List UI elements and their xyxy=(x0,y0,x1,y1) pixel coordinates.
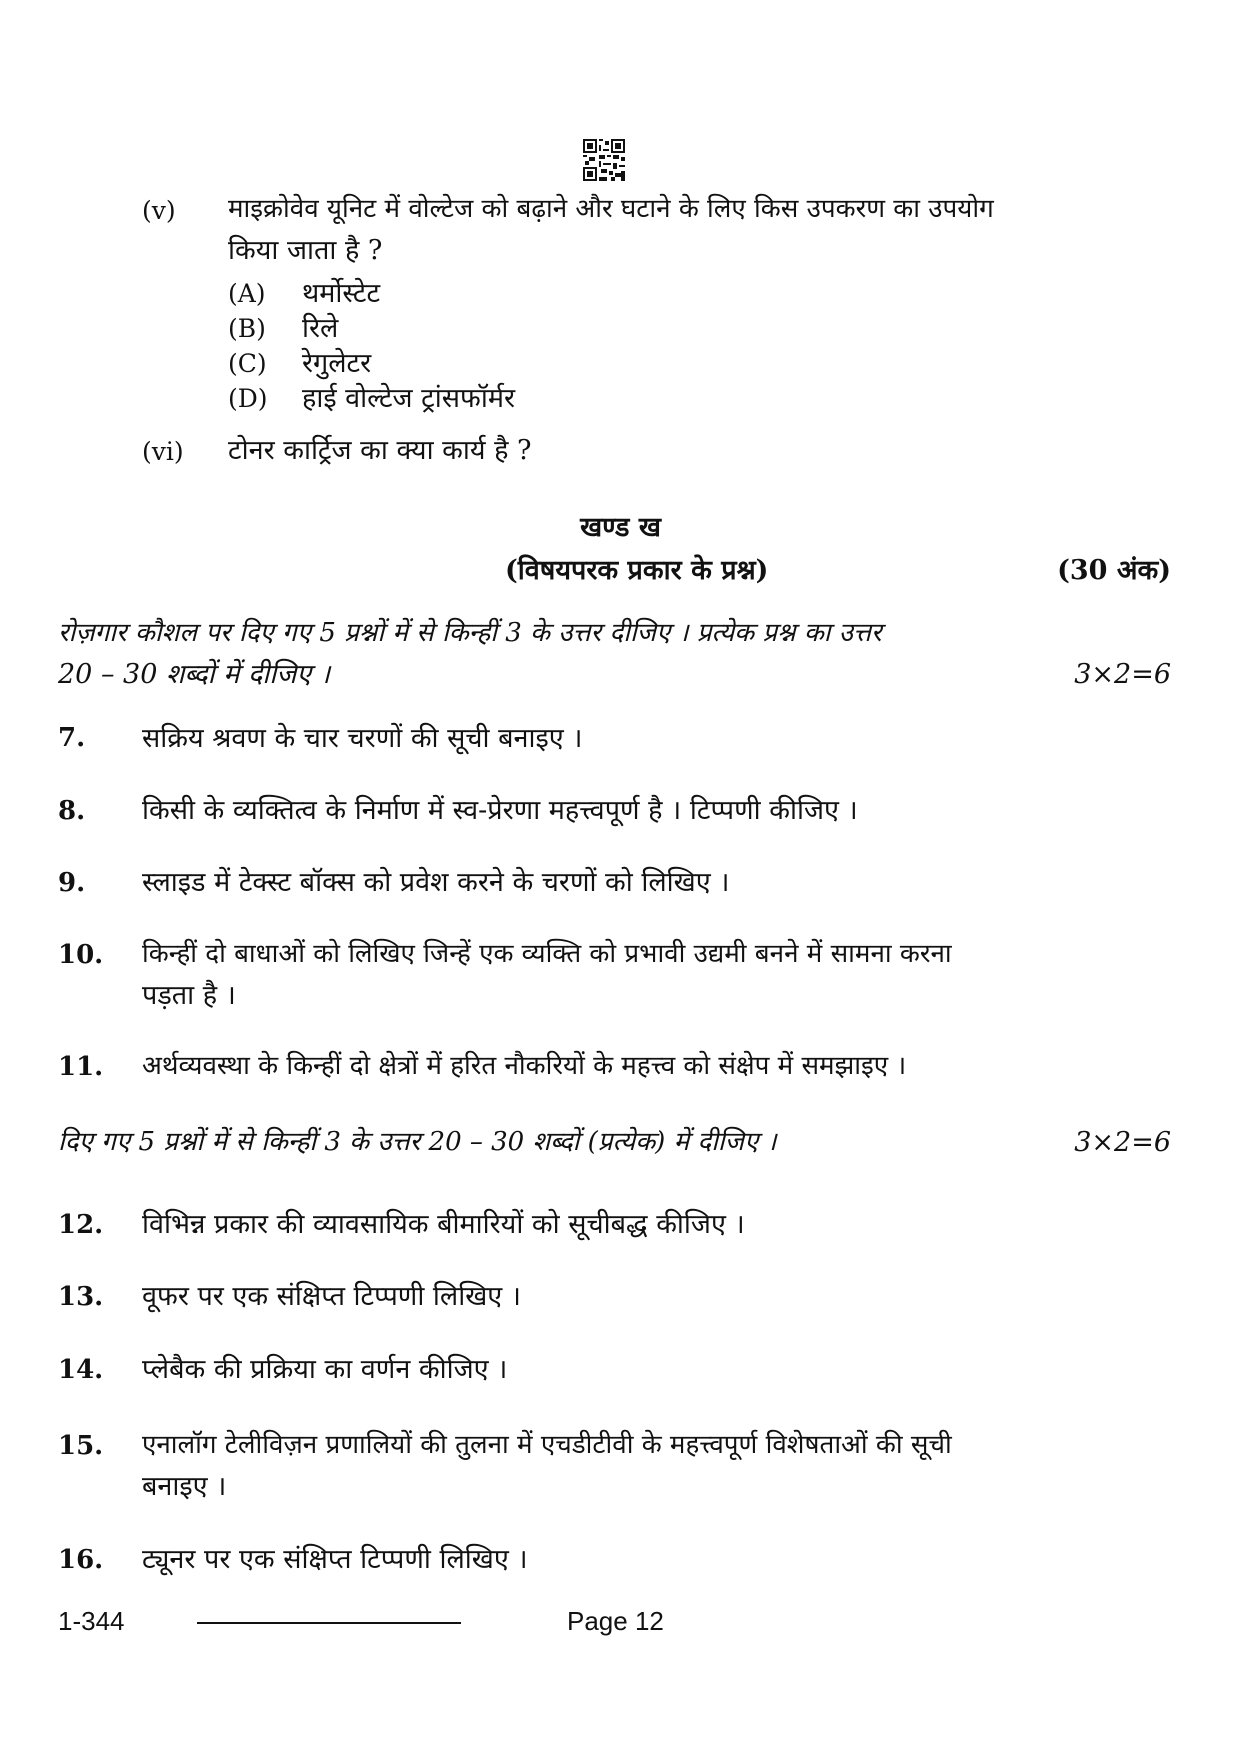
question-v-line2: किया जाता है ? xyxy=(228,235,383,266)
option-d-label: (D) xyxy=(228,384,268,413)
option-b-text: रिले xyxy=(302,313,339,344)
option-c xyxy=(228,346,515,381)
question-v-text xyxy=(228,189,1125,271)
question-14-text: प्लेबैक की प्रक्रिया का वर्णन कीजिए । xyxy=(142,1354,508,1385)
instruction-1-marks: 3×2=6 xyxy=(1074,659,1171,690)
question-11-number: 11. xyxy=(58,1052,104,1082)
question-vi-number: (vi) xyxy=(142,437,184,466)
question-12-number: 12. xyxy=(58,1210,104,1240)
question-13-text: वूफर पर एक संक्षिप्त टिप्पणी लिखिए । xyxy=(142,1281,522,1312)
qr-code-icon xyxy=(583,139,625,181)
question-11-text: अर्थव्यवस्था के किन्हीं दो क्षेत्रों में हरित नौकरियों के महत्त्व को संक्षेप में समझाइए । xyxy=(142,1051,907,1081)
footer-divider xyxy=(197,1622,461,1624)
option-a-label: (A) xyxy=(228,279,266,308)
question-7-text: सक्रिय श्रवण के चार चरणों की सूची बनाइए । xyxy=(142,723,583,754)
question-8-text: किसी के व्यक्तित्व के निर्माण में स्व-प्रेरणा महत्त्वपूर्ण है । टिप्पणी कीजिए । xyxy=(142,795,858,826)
option-d-text: हाई वोल्टेज ट्रांसफॉर्मर xyxy=(302,383,516,414)
question-15-number: 15. xyxy=(58,1431,104,1461)
question-10-line1: किन्हीं दो बाधाओं को लिखिए जिन्हें एक व्यक्ति को प्रभावी उद्यमी बनने में सामना करना xyxy=(142,939,952,969)
footer-page-number: Page 12 xyxy=(567,1606,664,1636)
question-16-text: ट्यूनर पर एक संक्षिप्त टिप्पणी लिखिए । xyxy=(142,1544,528,1575)
instruction-1-line2: 20 – 30 शब्दों में दीजिए । xyxy=(58,659,331,690)
instruction-2-text: दिए गए 5 प्रश्नों में से किन्हीं 3 के उत्तर 20 – 30 शब्दों (प्रत्येक) में दीजिए । xyxy=(58,1127,777,1157)
question-14-number: 14. xyxy=(58,1355,104,1385)
question-7-number: 7. xyxy=(58,723,86,753)
question-v-line1: माइक्रोवेव यूनिट में वोल्टेज को बढ़ाने और घटाने के लिए किस उपकरण का उपयोग xyxy=(228,194,994,224)
question-10-line2: पड़ता है । xyxy=(142,980,236,1011)
question-16-number: 16. xyxy=(58,1545,104,1575)
section-title: खण्ड ख xyxy=(580,512,661,543)
question-12-text: विभिन्न प्रकार की व्यावसायिक बीमारियों को सूचीबद्ध कीजिए । xyxy=(142,1209,745,1240)
option-b-label: (B) xyxy=(228,314,266,343)
question-vi-text: टोनर कार्ट्रिज का क्या कार्य है ? xyxy=(228,435,532,466)
section-subtitle: (विषयपरक प्रकार के प्रश्न) xyxy=(505,555,769,586)
option-a-text: थर्मोस्टेट xyxy=(302,278,381,309)
footer-code: 1-344 xyxy=(58,1606,125,1636)
question-v-number: (v) xyxy=(142,196,176,225)
option-d xyxy=(228,381,515,416)
option-b xyxy=(228,311,515,346)
question-15-line2: बनाइए । xyxy=(142,1471,227,1502)
option-c-label: (C) xyxy=(228,349,267,378)
instruction-2-marks: 3×2=6 xyxy=(1074,1127,1171,1158)
option-a xyxy=(228,276,515,311)
question-9-number: 9. xyxy=(58,868,86,898)
question-10-number: 10. xyxy=(58,940,104,970)
question-15-line1: एनालॉग टेलीविज़न प्रणालियों की तुलना में एचडीटीवी के महत्त्वपूर्ण विशेषताओं की सूची xyxy=(142,1430,952,1460)
question-v-options xyxy=(228,276,515,416)
section-marks: (30 अंक) xyxy=(1057,555,1171,586)
question-13-number: 13. xyxy=(58,1282,104,1312)
option-c-text: रेगुलेटर xyxy=(302,348,372,379)
question-8-number: 8. xyxy=(58,796,86,826)
instruction-1-line1: रोज़गार कौशल पर दिए गए 5 प्रश्नों में से किन्हीं 3 के उत्तर दीजिए । प्रत्येक प्रश्न का उत्तर xyxy=(58,618,882,648)
question-9-text: स्लाइड में टेक्स्ट बॉक्स को प्रवेश करने के चरणों को लिखिए । xyxy=(142,867,730,898)
